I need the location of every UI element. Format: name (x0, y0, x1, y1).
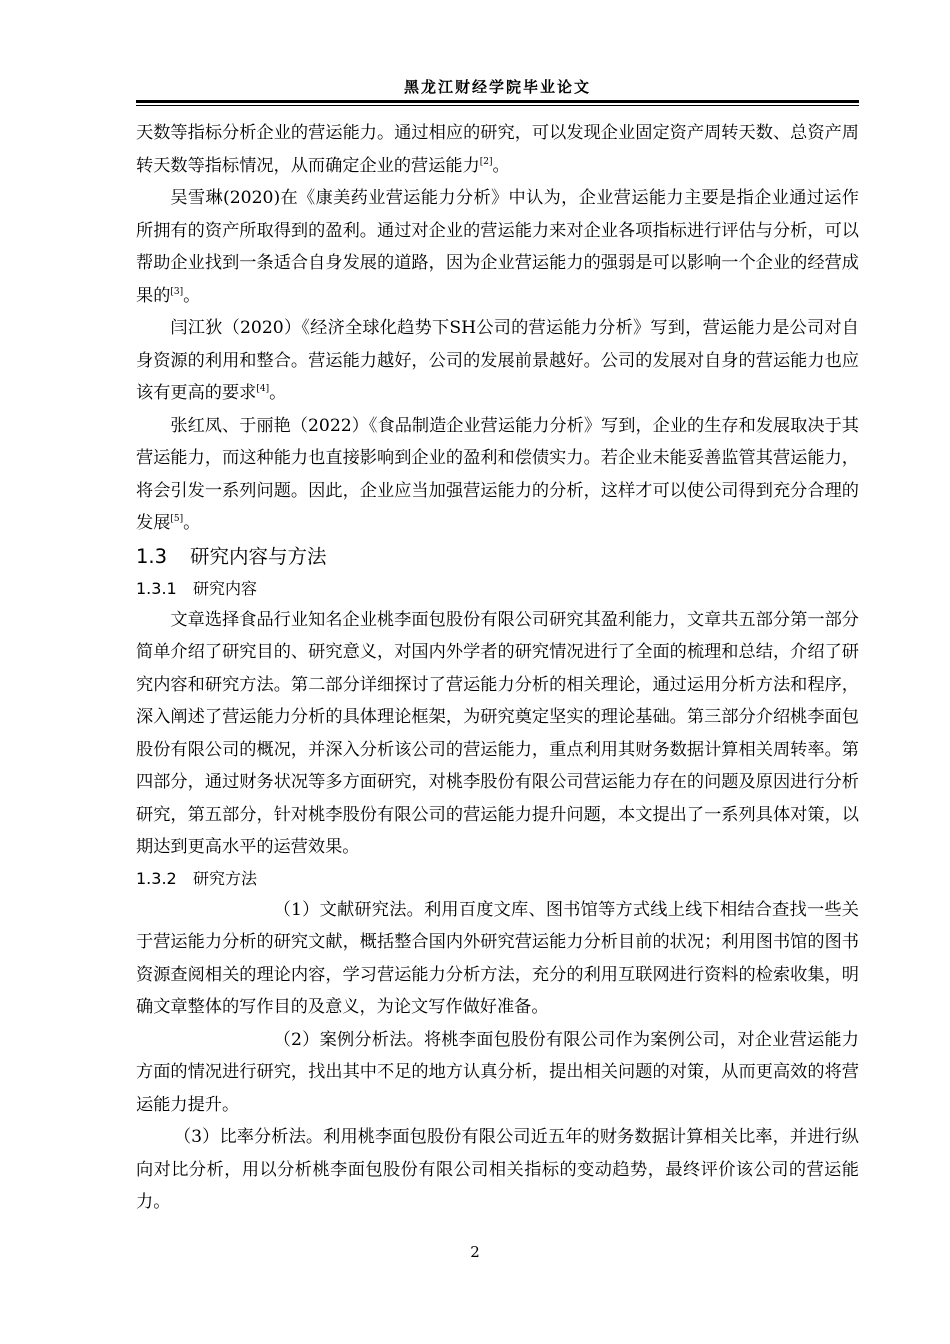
paragraph-research-content: 文章选择食品行业知名企业桃李面包股份有限公司研究其盈利能力，文章共五部分第一部分简单介绍了研究目的、研究意义，对国内外学者的研究情况进行了全面的梳理和总结，介绍了研究内容和研究方法。第二部分详细探讨了营运能力分析的相关理论，通过运用分析方法和程序，深入阐述了营运能力分析的具体理论框架，为研究奠定坚实的理论基础。第三部分介绍桃李面包股份有限公司的概况，并深入分析该公司的营运能力，重点利用其财务数据计算相关周转率。第四部分，通过财务状况等多方面研究，对桃李股份有限公司营运能力存在的问题及原因进行分析研究，第五部分，针对桃李股份有限公司的营运能力提升问题，本文提出了一系列具体对策，以期达到更高水平的运营效果。 (136, 609, 859, 857)
header-rule-thick (136, 100, 859, 103)
running-header: 黑龙江财经学院毕业论文 (403, 78, 591, 96)
page-number: 2 (470, 1243, 480, 1261)
paragraph-wu-xuelin: 吴雪琳(2020)在《康美药业营运能力分析》中认为，企业营运能力主要是指企业通过运作所拥有的资产所取得到的盈利。通过对企业的营运能力来对企业各项指标进行评估与分析，可以帮助企业找到一条适合自身发展的道路，因为企业营运能力的强弱是可以影响一个企业的经营成果的[3]。 (136, 188, 859, 306)
subsection-title: 研究方法 (193, 868, 258, 888)
subsection-heading-1-3-1 (136, 574, 859, 604)
subsection-heading-1-3-2 (136, 864, 859, 894)
section-number: 1.3 (136, 544, 168, 568)
citation-ref: [4] (256, 384, 270, 394)
paragraph-zhang-hongfeng: 张红凤、于丽艳（2022）《食品制造企业营运能力分析》写到，企业的生存和发展取决于其营运能力，而这种能力也直接影响到企业的盈利和偿债实力。若企业未能妥善监管其营运能力，将会引发一系列问题。因此，企业应当加强营运能力的分析，这样才可以使公司得到充分合理的发展[5]。 (136, 415, 859, 533)
citation-ref: [3] (170, 286, 184, 297)
paragraph-continuation: 天数等指标分析企业的营运能力。通过相应的研究，可以发现企业固定资产周转天数、总资产周转天数等指标情况，从而确定企业的营运能力[2]。 (136, 123, 859, 176)
paragraph-yan-jiangdi: 闫江狄（2020）《经济全球化趋势下SH公司的营运能力分析》写到，营运能力是公司对自身资源的利用和整合。营运能力越好，公司的发展前景越好。公司的发展对自身的营运能力也应该有更高的要求[4]。 (136, 318, 859, 403)
section-heading-1-3 (136, 540, 859, 574)
citation-ref: [2] (479, 156, 493, 167)
paragraph-method-case: （2）案例分析法。将桃李面包股份有限公司作为案例公司，对企业营运能力方面的情况进行研究，找出其中不足的地方认真分析，提出相关问题的对策，从而更高效的将营运能力提升。 (136, 1029, 859, 1115)
subsection-number: 1.3.1 (136, 578, 177, 598)
page-body (136, 117, 859, 1219)
subsection-number: 1.3.2 (136, 868, 177, 888)
paragraph-method-literature: （1）文献研究法。利用百度文库、图书馆等方式线上线下相结合查找一些关于营运能力分析的研究文献，概括整合国内外研究营运能力分析目前的状况；利用图书馆的图书资源查阅相关的理论内容，学习营运能力分析方法，充分的利用互联网进行资料的检索收集，明确文章整体的写作目的及意义，为论文写作做好准备。 (136, 899, 859, 1017)
header-rule-thin (136, 105, 859, 106)
section-title: 研究内容与方法 (190, 544, 327, 568)
citation-ref: [5] (170, 514, 184, 524)
subsection-title: 研究内容 (193, 578, 258, 598)
paragraph-method-ratio: （3）比率分析法。利用桃李面包股份有限公司近五年的财务数据计算相关比率，并进行纵向对比分析，用以分析桃李面包股份有限公司相关指标的变动趋势，最终评价该公司的营运能力。 (136, 1127, 859, 1212)
